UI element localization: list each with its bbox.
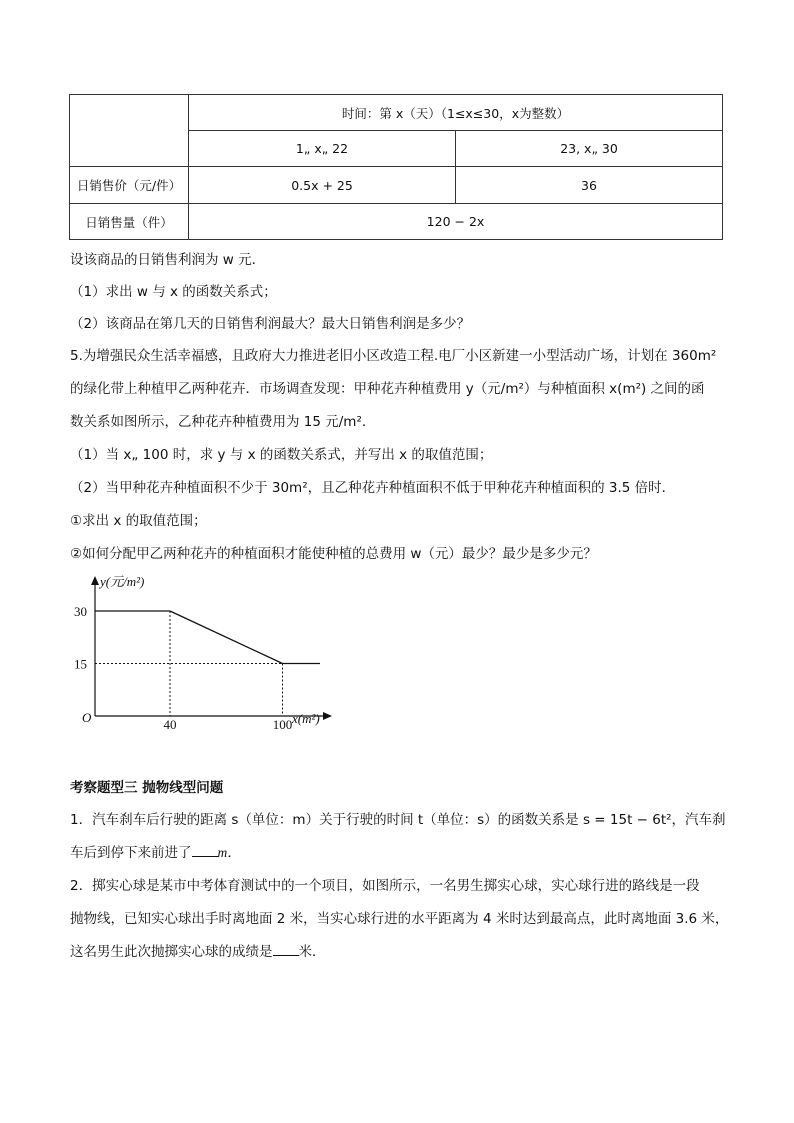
table-qty-value: 120 − 2x — [189, 204, 723, 240]
table-price-label: 日销售价（元/件） — [70, 167, 189, 204]
table-price-col1: 0.5x + 25 — [189, 167, 456, 204]
problem5-q2a: ①求出 x 的取值范围； — [70, 513, 207, 529]
table-col2-range: 23, x„ 30 — [456, 131, 723, 167]
x-axis-arrow — [323, 712, 332, 720]
problem5-q2b: ②如何分配甲乙两种花卉的种植面积才能使种植的总费用 w（元）最少？最少是多少元？ — [70, 546, 597, 562]
table-header-time: 时间：第 x（天）（1≤x≤30，x为整数） — [189, 95, 723, 131]
table-corner-cell — [70, 95, 189, 167]
table-price-col2: 36 — [456, 167, 723, 204]
y-axis-arrow — [91, 576, 99, 585]
section3-p1-line2 — [70, 841, 241, 861]
problem5-line3: 数关系如图所示，乙种花卉种植费用为 15 元/m²． — [70, 414, 376, 430]
section3-p1-text: 车后到停下来前进了 — [70, 845, 192, 861]
table-qty-label: 日销售量（件） — [70, 204, 189, 240]
section3-title: 考察题型三 抛物线型问题 — [70, 780, 224, 796]
section3-p2-line1: 2．掷实心球是某市中考体育测试中的一个项目，如图所示，一名男生掷实心球，实心球行进的路线是一段 — [70, 878, 700, 894]
section3-p2-text: 这名男生此次抛掷实心球的成绩是 — [70, 944, 273, 960]
x-axis-label: x(m²) — [292, 711, 320, 726]
x-tick-label-40: 40 — [163, 717, 177, 732]
price-table — [69, 94, 723, 240]
section3-p2-line2: 抛物线，已知实心球出手时离地面 2 米，当实心球行进的水平距离为 4 米时达到最高点，此时离地面 3.6 米， — [70, 911, 729, 927]
problem5-line2: 的绿化带上种植甲乙两种花卉．市场调查发现：甲种花卉种植费用 y（元/m²）与种植面积 x(m²) 之间的函 — [70, 381, 705, 397]
problem5-line1: 5.为增强民众生活幸福感，且政府大力推进老旧小区改造工程.电厂小区新建一小型活动广场，计划在 360m² — [70, 348, 717, 364]
problem5-q1: （1）当 x„ 100 时，求 y 与 x 的函数关系式，并写出 x 的取值范围； — [70, 447, 493, 463]
section3-p1-line1: 1．汽车刹车后行驶的距离 s（单位：m）关于行驶的时间 t（单位：s）的函数关系是 s = 15t − 6t²，汽车刹 — [70, 812, 726, 828]
problem4-intro: 设该商品的日销售利润为 w 元． — [70, 252, 266, 268]
series-segment-2 — [170, 611, 283, 664]
x-tick-label-100: 100 — [272, 717, 293, 732]
origin-label: O — [82, 710, 92, 725]
answer-blank-1 — [192, 844, 218, 857]
section3-p2-line3 — [70, 940, 326, 960]
problem4-q2: （2）该商品在第几天的日销售利润最大？最大日销售利润是多少？ — [70, 316, 471, 332]
y-tick-label-15: 15 — [74, 656, 87, 672]
problem5-q2: （2）当甲种花卉种植面积不少于 30m²，且乙种花卉种植面积不低于甲种花卉种植面积的 3.5 倍时． — [70, 480, 676, 496]
table-col1-range: 1„ x„ 22 — [189, 131, 456, 167]
y-axis-label: y(元/m²) — [100, 574, 145, 589]
problem4-q1: （1）求出 w 与 x 的函数关系式； — [70, 284, 277, 300]
y-tick-label-30: 30 — [74, 604, 87, 619]
price-area-chart — [60, 570, 350, 735]
answer-blank-2 — [273, 943, 299, 956]
section3-p2-unit: 米． — [298, 944, 326, 960]
section3-p1-unit: m． — [217, 845, 241, 860]
